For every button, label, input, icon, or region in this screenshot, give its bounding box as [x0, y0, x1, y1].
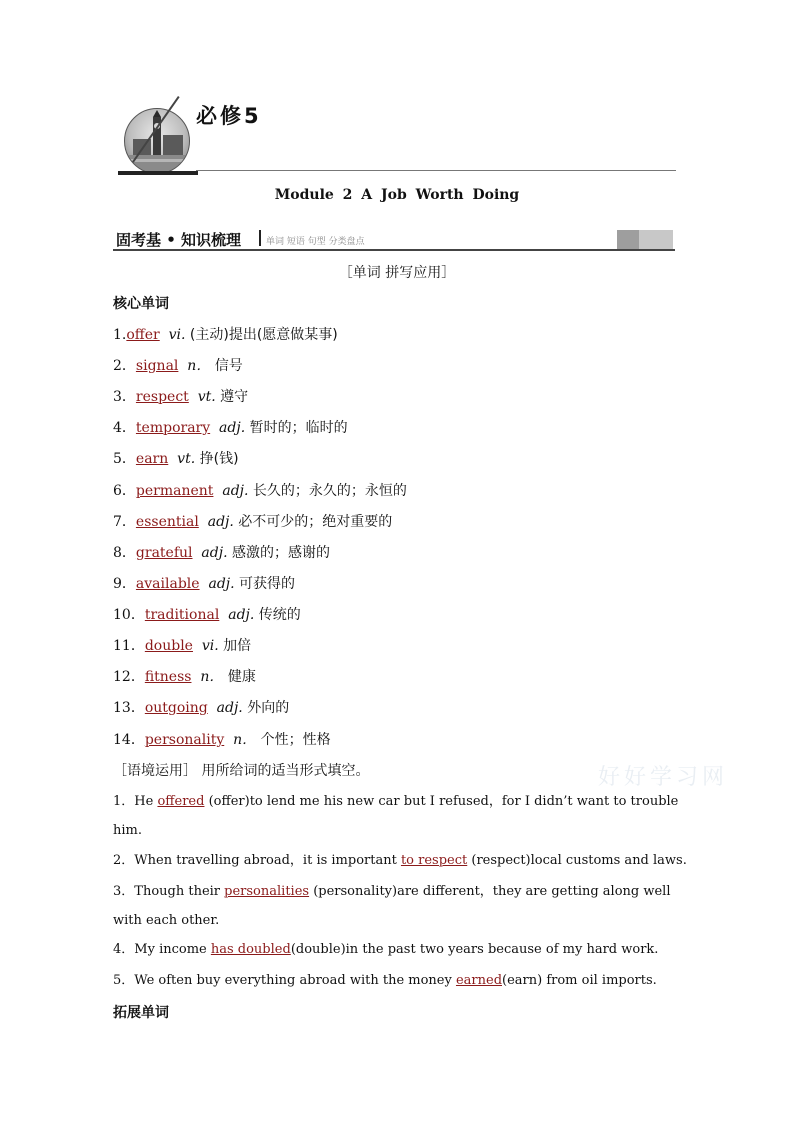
part-of-speech: adj. — [222, 483, 249, 499]
part-of-speech: vi. — [201, 638, 219, 654]
answer: traditional — [144, 607, 220, 623]
band-rule — [113, 249, 675, 251]
answer: earn — [135, 451, 169, 467]
sentence-text: We often buy everything abroad with the money — [134, 973, 456, 988]
sentence-item — [113, 971, 657, 991]
answer: respect — [135, 389, 189, 405]
item-number: 2． — [113, 358, 136, 374]
sentence-item — [113, 882, 671, 902]
sentence-text: When travelling abroad，it is important — [134, 853, 401, 868]
sentence-number: 1． — [113, 794, 135, 809]
list-item — [113, 636, 251, 656]
answer: permanent — [135, 483, 214, 499]
sentence-text: Though their — [134, 884, 225, 899]
item-number: 7． — [113, 514, 136, 530]
part-of-speech: adj. — [207, 514, 234, 530]
sentence-text: (offer)to lend me his new car but I refused，for I didn’t want to trouble — [204, 794, 679, 809]
sentence-number: 3． — [113, 884, 135, 899]
answer: available — [135, 576, 200, 592]
band-block-light — [639, 230, 673, 249]
list-item — [113, 605, 301, 625]
answer: offer — [126, 327, 160, 343]
section-subtitle: 单词 短语 句型 分类盘点 — [266, 237, 365, 247]
meaning: 信号 — [214, 358, 243, 374]
answer: temporary — [135, 420, 211, 436]
meaning: 加倍 — [223, 638, 252, 654]
extended-words-heading: 拓展单词 — [113, 1005, 169, 1021]
word-section-label: ［单词 拼写应用］ — [338, 265, 456, 281]
sentence-text: He — [134, 794, 158, 809]
answer: earned — [455, 973, 503, 988]
header-bar — [118, 171, 198, 175]
list-item — [113, 730, 331, 750]
big-ben-logo — [124, 108, 190, 174]
meaning: 传统的 — [258, 607, 301, 623]
part-of-speech: adj. — [201, 545, 228, 561]
book-title: 必修5 — [196, 104, 262, 128]
clock-tower-icon — [125, 109, 189, 173]
meaning: 遵守 — [220, 389, 249, 405]
item-number: 8． — [113, 545, 136, 561]
sentence-continuation: him. — [113, 823, 142, 838]
part-of-speech: vi. — [168, 327, 186, 343]
sentence-number: 5． — [113, 973, 135, 988]
list-item — [113, 325, 338, 345]
list-item — [113, 698, 289, 718]
list-item — [113, 481, 407, 501]
item-number: 1. — [113, 327, 127, 343]
answer: offered — [157, 794, 205, 809]
header-rule — [196, 170, 676, 171]
part-of-speech: vt. — [197, 389, 216, 405]
part-of-speech: adj. — [228, 607, 255, 623]
answer: grateful — [135, 545, 193, 561]
item-number: 10． — [113, 607, 145, 623]
meaning: 个性；性格 — [260, 732, 331, 748]
sentence-item — [113, 792, 678, 812]
sentence-item — [113, 851, 687, 871]
sentence-text: (earn) from oil imports. — [502, 973, 657, 988]
part-of-speech: adj. — [208, 576, 235, 592]
context-heading: ［语境运用］ 用所给词的适当形式填空。 — [113, 763, 370, 779]
answer: has doubled — [210, 942, 291, 957]
sentence-text: (personality)are different，they are getting along well — [309, 884, 671, 899]
item-number: 5． — [113, 451, 136, 467]
part-of-speech: adj. — [219, 420, 246, 436]
meaning: 暂时的；临时的 — [249, 420, 348, 436]
meaning: 长久的；永久的；永恒的 — [252, 483, 407, 499]
item-number: 4． — [113, 420, 136, 436]
answer: personality — [144, 732, 225, 748]
sentence-number: 2． — [113, 853, 135, 868]
core-words-heading: 核心单词 — [113, 296, 169, 312]
module-title: Module 2 A Job Worth Doing — [274, 187, 520, 203]
answer: signal — [135, 358, 179, 374]
watermark: 好好学习网 — [598, 765, 729, 790]
part-of-speech: adj. — [216, 700, 243, 716]
list-item — [113, 543, 330, 563]
item-number: 9． — [113, 576, 136, 592]
sentence-text: (double)in the past two years because of my hard work. — [290, 942, 659, 957]
meaning: 可获得的 — [239, 576, 296, 592]
meaning: 感激的；感谢的 — [231, 545, 330, 561]
meaning: 健康 — [227, 669, 256, 685]
sentence-continuation: with each other. — [113, 913, 220, 928]
part-of-speech: n． — [200, 669, 224, 685]
answer: double — [144, 638, 193, 654]
list-item — [113, 512, 392, 532]
meaning: 外向的 — [247, 700, 290, 716]
item-number: 11． — [113, 638, 145, 654]
answer: essential — [135, 514, 199, 530]
list-item — [113, 449, 239, 469]
list-item — [113, 356, 243, 376]
answer: to respect — [400, 853, 468, 868]
sentence-text: My income — [134, 942, 211, 957]
item-number: 13． — [113, 700, 145, 716]
part-of-speech: n． — [187, 358, 211, 374]
band-divider — [259, 230, 261, 246]
part-of-speech: vt. — [177, 451, 196, 467]
answer: fitness — [144, 669, 192, 685]
item-number: 12． — [113, 669, 145, 685]
sentence-text: (respect)local customs and laws. — [467, 853, 687, 868]
list-item — [113, 387, 248, 407]
item-number: 3． — [113, 389, 136, 405]
sentence-number: 4． — [113, 942, 135, 957]
section-title: 固考基 • 知识梳理 — [116, 231, 242, 249]
part-of-speech: n． — [233, 732, 257, 748]
item-number: 6． — [113, 483, 136, 499]
band-block-dark — [617, 230, 639, 249]
list-item — [113, 667, 256, 687]
list-item — [113, 418, 348, 438]
meaning: 挣(钱) — [199, 451, 239, 467]
item-number: 14． — [113, 732, 145, 748]
list-item — [113, 574, 295, 594]
sentence-item — [113, 940, 658, 960]
meaning: 必不可少的；绝对重要的 — [238, 514, 393, 530]
answer: personalities — [224, 884, 310, 899]
answer: outgoing — [144, 700, 208, 716]
meaning: (主动)提出(愿意做某事) — [189, 327, 338, 343]
